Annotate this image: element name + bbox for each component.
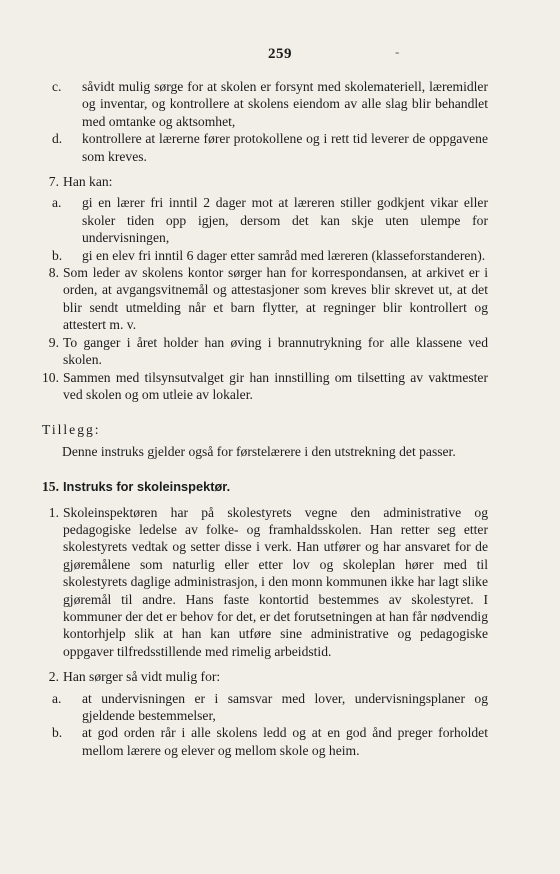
item-number: 2.: [48, 669, 59, 685]
list-item-7: [36, 173, 488, 190]
list-item-c: [36, 78, 488, 130]
item-text: kontrollere at lærerne fører protokollene og i rett tid leverer de oppgavene som kreves.: [82, 131, 488, 164]
list-item-7b: [36, 247, 488, 264]
list-item-2: [36, 668, 488, 685]
section-heading: [36, 478, 488, 495]
item-text: gi en lærer fri inntil 2 dager mot at læreren stiller godkjent vikar eller skoler tiden opp igjen, dersom det kan skje uten ulempe for undervisningen,: [82, 195, 488, 246]
list-item-8: [36, 264, 488, 334]
list-item-d: [36, 130, 488, 165]
item-text: Sammen med tilsynsutvalget gir han innstilling om tilsetting av vaktmester ved skolen og om utleie av lokaler.: [63, 369, 488, 402]
item-text: såvidt mulig sørge for at skolen er forsynt med skolemateriell, læremidler og inventar, og kontrollere at skolens eiendom av alle slag blir behandlet med omtanke og aktsomhet,: [82, 79, 488, 129]
item-number: 7.: [48, 174, 59, 190]
tillegg-heading: Tillegg:: [42, 422, 101, 438]
item-number: 8.: [48, 265, 59, 281]
item-text: To ganger i året holder han øving i brannutrykning for alle klassene ved skolen.: [63, 334, 488, 368]
item-label: b.: [52, 725, 63, 741]
item-text: Han kan:: [63, 174, 113, 190]
list-item-2a: [36, 690, 488, 725]
item-label: a.: [52, 690, 62, 706]
item-number: 9.: [48, 334, 59, 350]
list-item-1: [36, 504, 488, 661]
item-label: a.: [52, 195, 62, 211]
item-text: Skoleinspektøren har på skolestyrets vegne den administrative og pedagogiske ledelse av folke- og framhaldsskolen. Han retter seg etter skolestyrets vedtak og setter disse i verk. Han utfører og har ansvaret for de gjøremålene som naturlig eller etter lov og skoleplan hører med til skolestyrets daglige administrasjon, i den monn kommunen ikke har lagt slike gjøremål til andre. Hans faste kontortid bestemmes av skolestyret. I kommuner der det er behov for det, er det forutsetningen at han får nødvendig kontorhjelp slik at han kan utføre sine administrative og pedagogiske oppgaver tilfredsstillende med rimelig arbeidstid.: [63, 504, 488, 659]
section-title: Instruks for skoleinspektør.: [63, 479, 231, 495]
item-text: at undervisningen er i samsvar med lover, undervisningsplaner og gjeldende bestemmelser,: [82, 690, 488, 723]
list-item-9: [36, 334, 488, 369]
list-item-2b: [36, 724, 488, 759]
tillegg-text: Denne instruks gjelder også for førstelærere i den utstrekning det passer.: [62, 443, 456, 459]
stray-mark: -: [395, 44, 400, 59]
item-text: Han sørger så vidt mulig for:: [63, 669, 221, 685]
list-item-10: [36, 369, 488, 404]
item-label: b.: [52, 247, 63, 263]
list-item-7a: [36, 194, 488, 246]
item-text: Som leder av skolens kontor sørger han for korrespondansen, at arkivet er i orden, at avgangsvitnemål og attestasjoner som kreves blir skrevet ut, at det blir sendt utmelding når et barn flytter, at regninger blir kontrollert og attestert m. v.: [63, 265, 488, 333]
item-label: c.: [52, 79, 62, 94]
item-number: 1.: [48, 504, 59, 520]
page-body: [36, 78, 488, 759]
item-number: 10.: [42, 369, 59, 385]
item-text: gi en elev fri inntil 6 dager etter samråd med læreren (klasseforstanderen).: [82, 247, 486, 263]
section-number: 15.: [42, 479, 59, 495]
item-text: at god orden rår i alle skolens ledd og at en god ånd preger forholdet mellom lærere og elever og mellom skole og heim.: [82, 725, 488, 758]
page-number: 259: [268, 46, 292, 62]
item-label: d.: [52, 131, 63, 147]
